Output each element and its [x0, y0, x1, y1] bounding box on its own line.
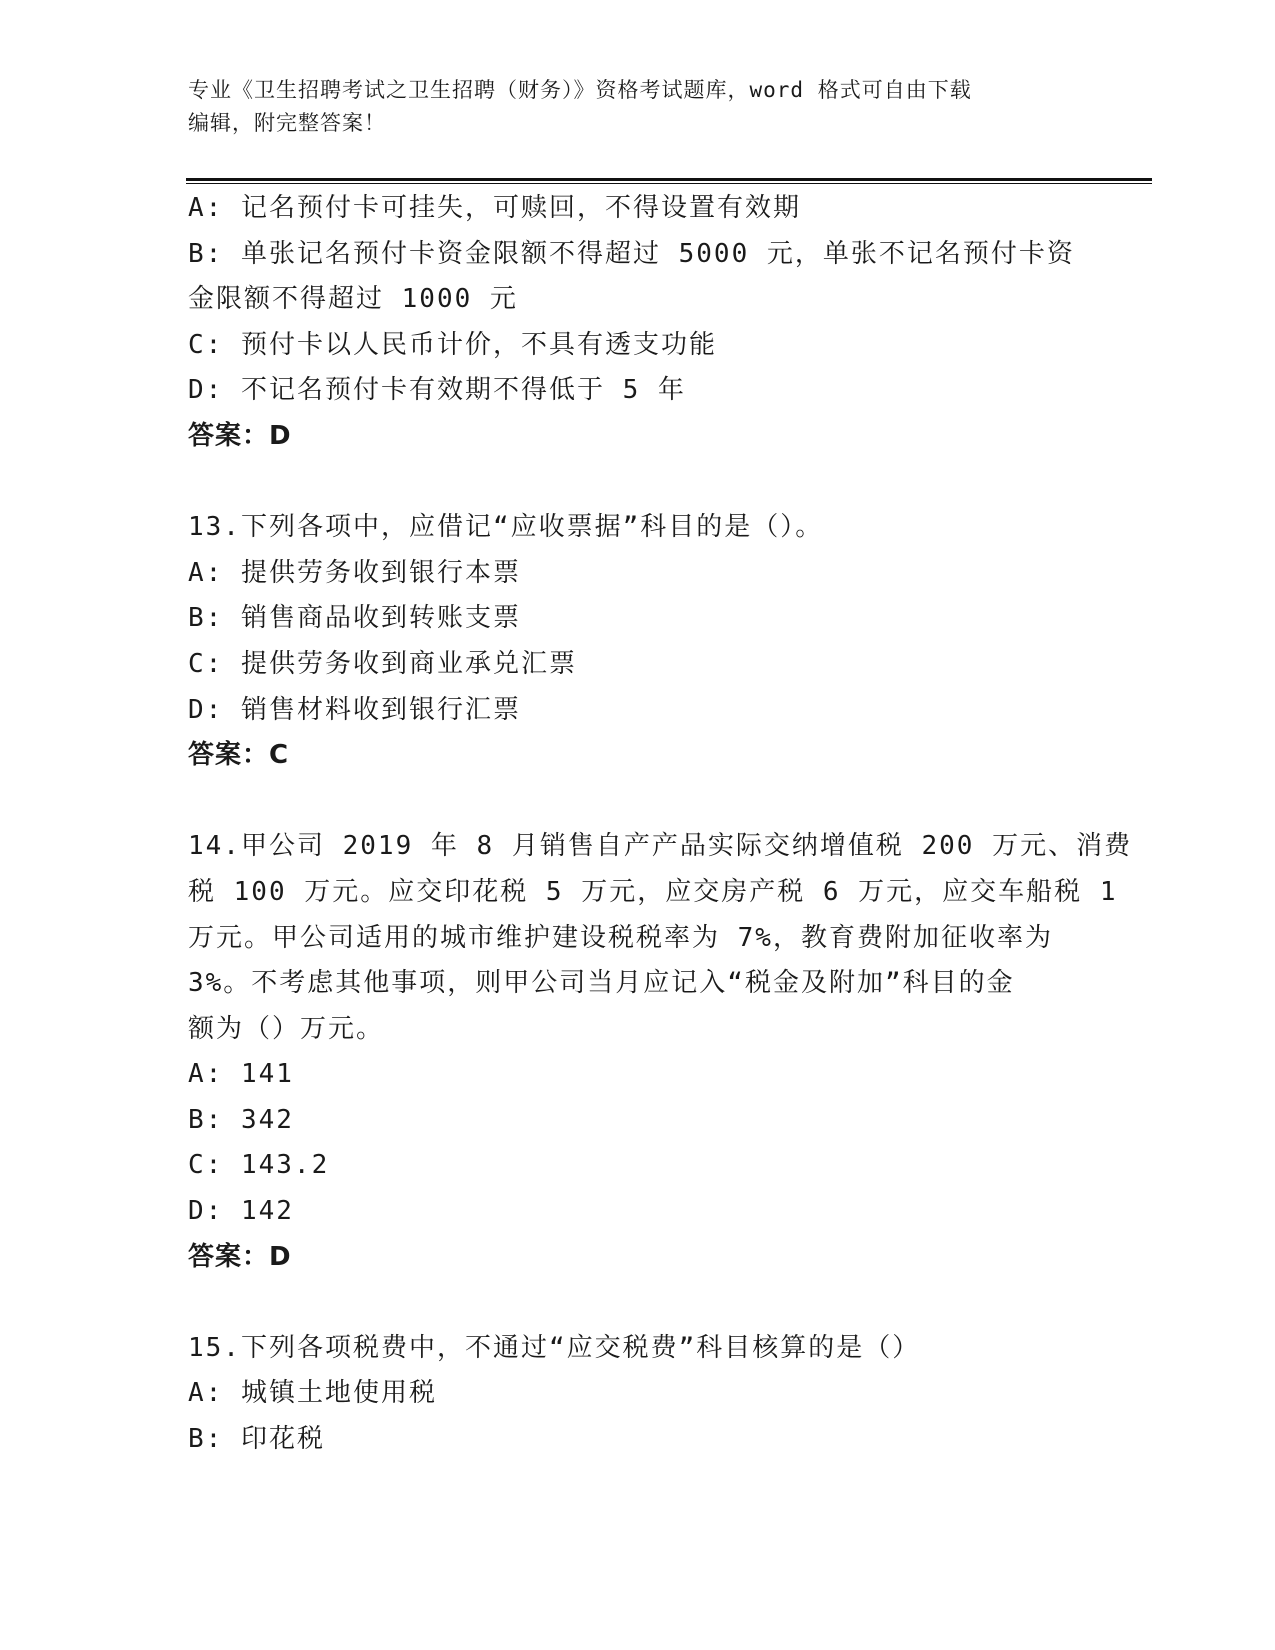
q12-option-b-line-1: B: 单张记名预付卡资金限额不得超过 5000 元，单张不记名预付卡资	[188, 238, 1075, 269]
q14-question-line-2: 税 100 万元。应交印花税 5 万元，应交房产税 6 万元，应交车船税 1	[188, 876, 1118, 907]
q13-option-b: B: 销售商品收到转账支票	[188, 603, 521, 634]
header-divider-thick	[186, 178, 1152, 181]
header-divider-thin	[186, 183, 1152, 184]
question-content	[188, 186, 1133, 1463]
question-14-block	[188, 824, 1133, 1280]
spacer	[188, 1280, 1088, 1326]
q12-option-d: D: 不记名预付卡有效期不得低于 5 年	[188, 375, 686, 406]
q14-question-line-5: 额为（）万元。	[188, 1013, 385, 1044]
header-line-1: 专业《卫生招聘考试之卫生招聘（财务）》资格考试题库，word 格式可自由下载	[188, 78, 972, 102]
q14-question-line-1: 14.甲公司 2019 年 8 月销售自产产品实际交纳增值税 200 万元、消费	[188, 831, 1133, 862]
q12-answer: 答案：D	[188, 420, 292, 451]
header-line-2: 编辑，附完整答案！	[188, 111, 386, 135]
question-15-block	[188, 1326, 1088, 1463]
q13-question: 13.下列各项中，应借记“应收票据”科目的是（）。	[188, 512, 824, 543]
question-13-block	[188, 505, 1088, 779]
q12-option-b-line-2: 金限额不得超过 1000 元	[188, 284, 518, 315]
q12-option-a: A: 记名预付卡可挂失，可赎回，不得设置有效期	[188, 193, 801, 223]
q14-question-line-4: 3%。不考虑其他事项，则甲公司当月应记入“税金及附加”科目的金	[188, 968, 1015, 999]
spacer	[188, 779, 1088, 825]
q14-question-line-3: 万元。甲公司适用的城市维护建设税税率为 7%，教育费附加征收率为	[188, 922, 1053, 953]
spacer	[188, 460, 1088, 506]
q15-option-a: A: 城镇土地使用税	[188, 1378, 437, 1409]
document-header	[188, 74, 1068, 140]
q13-option-d: D: 销售材料收到银行汇票	[188, 694, 521, 725]
q13-option-a: A: 提供劳务收到银行本票	[188, 557, 521, 588]
q14-option-c: C: 143.2	[188, 1150, 330, 1181]
q15-option-b: B: 印花税	[188, 1424, 325, 1455]
q15-question: 15.下列各项税费中，不通过“应交税费”科目核算的是（）	[188, 1332, 921, 1363]
question-12-block	[188, 186, 1088, 460]
q14-option-d: D: 142	[188, 1196, 294, 1227]
q14-answer: 答案：D	[188, 1241, 292, 1272]
q14-option-a: A: 141	[188, 1059, 294, 1090]
q13-option-c: C: 提供劳务收到商业承兑汇票	[188, 648, 577, 679]
q14-option-b: B: 342	[188, 1104, 294, 1135]
q12-option-c: C: 预付卡以人民币计价，不具有透支功能	[188, 329, 717, 360]
q13-answer: 答案：C	[188, 740, 290, 771]
